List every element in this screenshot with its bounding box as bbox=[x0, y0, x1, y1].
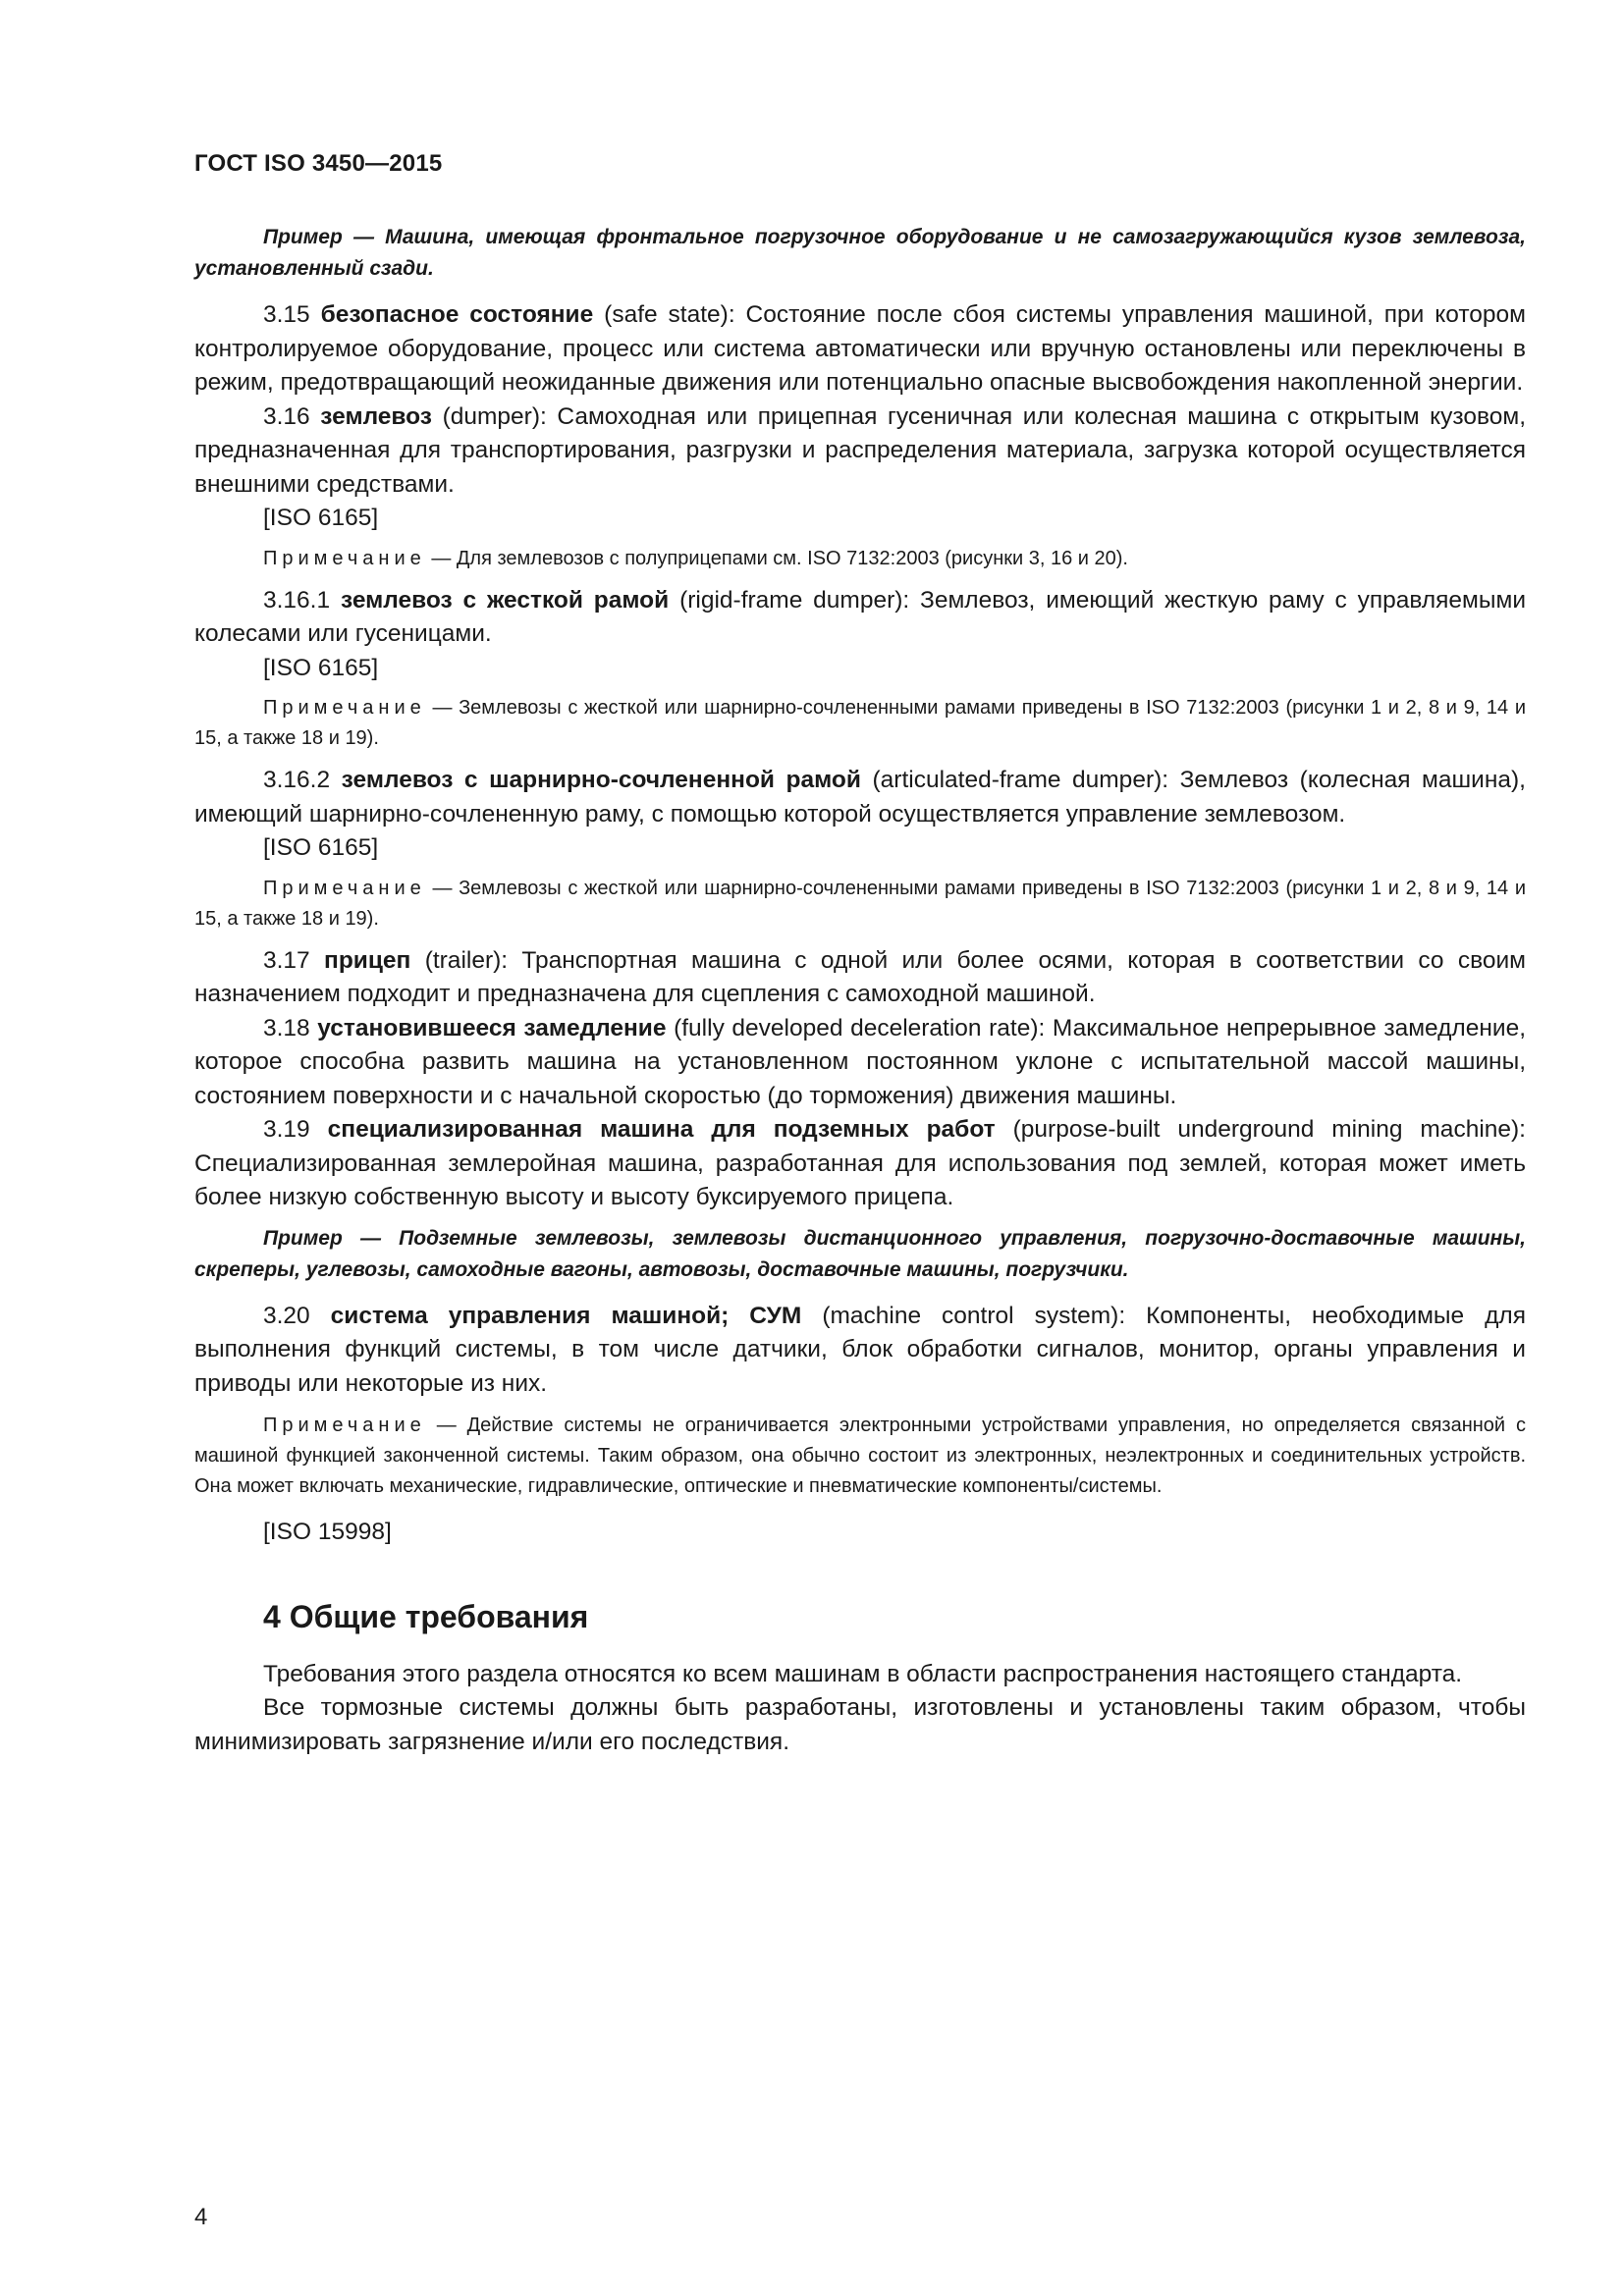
note-label: Примечание bbox=[263, 1415, 426, 1436]
reference: [ISO 15998] bbox=[263, 1519, 392, 1545]
example-paragraph: Пример — Подземные землевозы, землевозы дистанционного управления, погрузочно-доставочные машины, скреперы, углевозы, самоходные вагоны, автовозы, доставочные машины, погрузчики. bbox=[194, 1226, 1526, 1281]
term-title: землевоз bbox=[320, 402, 432, 430]
note-label: Примечание bbox=[263, 547, 426, 569]
term-title: безопасное состояние bbox=[320, 301, 594, 328]
note-label: Примечание bbox=[263, 877, 426, 899]
term-3-18: 3.18 установившееся замедление (fully developed deceleration rate): Максимальное непрерывное замедление, которое способна развить машина на установленном постоянном уклоне с испытательной массой машины, состоянием поверхности и с начальной скоростью (до торможения) движения машины. bbox=[194, 1014, 1526, 1109]
note: Примечание — Землевозы с жесткой или шарнирно-сочлененными рамами приведены в ISO 7132:2003 (рисунки 1 и 2, 8 и 9, 14 и 15, а также 18 и 19). bbox=[194, 697, 1526, 749]
term-3-15: 3.15 безопасное состояние (safe state): Состояние после сбоя системы управления машиной, при котором контролируемое оборудование, процесс или система автоматически или вручную остановлены или переключены в режим, предотвращающий неожиданные движения или потенциально опасные высвобождения накопленной энергии. bbox=[194, 301, 1527, 396]
document-header: ГОСТ ISO 3450—2015 bbox=[194, 150, 443, 177]
term-title: специализированная машина для подземных работ bbox=[327, 1116, 996, 1143]
section-paragraph: Все тормозные системы должны быть разработаны, изготовлены и установлены таким образом, чтобы минимизировать загрязнение и/или его последствия. bbox=[194, 1694, 1526, 1755]
term-title: установившееся замедление bbox=[317, 1014, 667, 1041]
example-paragraph: Пример — Машина, имеющая фронтальное погрузочное оборудование и не самозагружающийся кузов землевоза, установленный сзади. bbox=[194, 226, 1526, 280]
section-paragraph: Требования этого раздела относятся ко всем машинам в области распространения настоящего стандарта. bbox=[263, 1660, 1463, 1687]
note: Примечание — Землевозы с жесткой или шарнирно-сочлененными рамами приведены в ISO 7132:2003 (рисунки 1 и 2, 8 и 9, 14 и 15, а также 18 и 19). bbox=[194, 877, 1526, 930]
reference: [ISO 6165] bbox=[263, 654, 379, 681]
section-heading: 4 Общие требования bbox=[263, 1598, 589, 1634]
term-3-16-2: 3.16.2 землевоз с шарнирно-сочлененной рамой (articulated-frame dumper): Землевоз (колесная машина), имеющий шарнирно-сочлененную раму, с помощью которой осуществляется управление землевозом. bbox=[194, 767, 1526, 828]
term-title: землевоз с жесткой рамой bbox=[340, 586, 670, 614]
term-title: прицеп bbox=[324, 946, 411, 974]
term-3-17: 3.17 прицеп (trailer): Транспортная машина с одной или более осями, которая в соответствии со своим назначением подходит и предназначена для сцепления с самоходной машиной. bbox=[194, 946, 1526, 1007]
page-number: 4 bbox=[194, 2204, 208, 2230]
note: Примечание — Действие системы не ограничивается электронными устройствами управления, но определяется связанной с машиной функцией законченной системы. Таким образом, она обычно состоит из электронных, неэлектронных и соединительных устройств. Она может включать механические, гидравлические, оптические и пневматические компоненты/системы. bbox=[194, 1415, 1526, 1497]
term-title: система управления машиной; СУМ bbox=[330, 1302, 802, 1329]
document-body bbox=[194, 222, 1526, 1759]
term-3-16-1: 3.16.1 землевоз с жесткой рамой (rigid-frame dumper): Землевоз, имеющий жесткую раму с управляемыми колесами или гусеницами. bbox=[194, 586, 1527, 647]
reference: [ISO 6165] bbox=[263, 834, 379, 861]
term-3-20: 3.20 система управления машиной; СУМ (machine control system): Компоненты, необходимые для выполнения функций системы, в том числе датчики, блок обработки сигналов, монитор, органы управления и приводы или некоторые из них. bbox=[194, 1302, 1526, 1397]
reference: [ISO 6165] bbox=[263, 505, 379, 531]
note-label: Примечание bbox=[263, 697, 426, 719]
term-title: землевоз с шарнирно-сочлененной рамой bbox=[341, 767, 861, 793]
term-3-19: 3.19 специализированная машина для подземных работ (purpose-built underground mining machine): Специализированная землеройная машина, разработанная для использования под землей, которая может иметь более низкую собственную высоту и высоту буксируемого прицепа. bbox=[194, 1116, 1526, 1210]
term-3-16: 3.16 землевоз (dumper): Самоходная или прицепная гусеничная или колесная машина с открытым кузовом, предназначенная для транспортирования, разгрузки и распределения материала, загрузка которой осуществляется внешними средствами. bbox=[194, 402, 1527, 498]
note: Примечание — Для землевозов с полуприцепами см. ISO 7132:2003 (рисунки 3, 16 и 20). bbox=[263, 547, 1128, 569]
